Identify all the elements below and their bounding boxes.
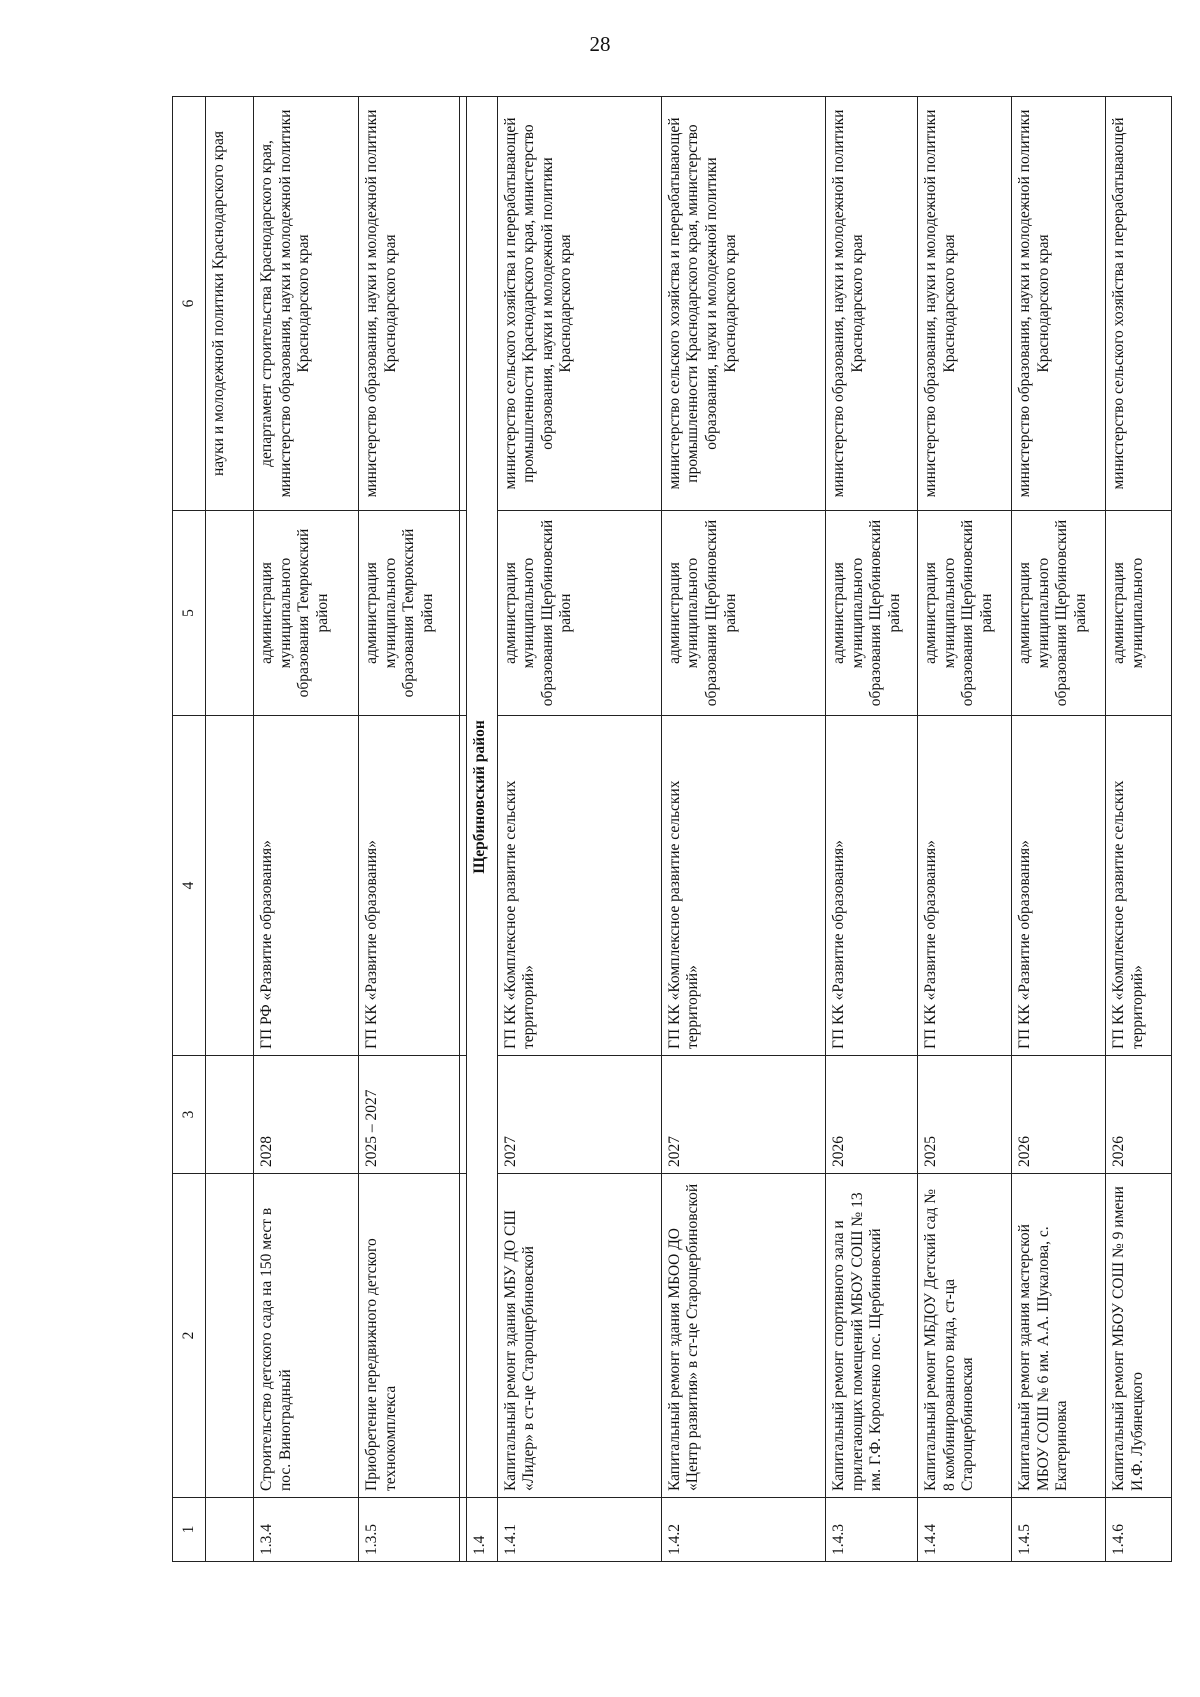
row-executor: администрация муниципального образования Щербиновский район (661, 511, 825, 716)
rotated-table-container (172, 97, 1172, 1562)
row-number: 1.4.6 (1106, 1498, 1172, 1562)
table-row (359, 97, 460, 1562)
row-coexecutor: министерство сельского хозяйства и перерабатывающей промышленности Краснодарского края, министерство образования, науки и молодежной политики Краснодарского края (497, 97, 661, 511)
col-header-2: 2 (173, 1174, 206, 1498)
row-program: ГП КК «Развитие образования» (359, 716, 460, 1056)
row-executor: администрация муниципального образования Щербиновский район (1012, 511, 1106, 716)
measures-table (172, 96, 1172, 1562)
row-executor: администрация муниципального образования Темрюкский район (253, 511, 358, 716)
row-year: 2027 (661, 1056, 825, 1174)
row-year: 2028 (253, 1056, 358, 1174)
row-coexecutor: министерство образования, науки и молодежной политики Краснодарского края (1012, 97, 1106, 511)
table-row (253, 97, 358, 1562)
row-coexecutor: департамент строительства Краснодарского края, министерство образования, науки и молодежной политики Краснодарского края (253, 97, 358, 511)
row-year: 2026 (1106, 1056, 1172, 1174)
table-row (1106, 97, 1172, 1562)
table-row (917, 97, 1011, 1562)
row-executor: администрация муниципального образования Темрюкский район (359, 511, 460, 716)
row-program: ГП КК «Комплексное развитие сельских территорий» (661, 716, 825, 1056)
row-program: ГП КК «Комплексное развитие сельских территорий» (1106, 716, 1172, 1056)
row-name: Строительство детского сада на 150 мест в пос. Виноградный (253, 1174, 358, 1498)
row-coexecutor: министерство образования, науки и молодежной политики Краснодарского края (359, 97, 460, 511)
row-number: 1.4.4 (917, 1498, 1011, 1562)
row-name: Капитальный ремонт здания МБОО ДО «Центр развития» в ст-це Старощербиновской (661, 1174, 825, 1498)
row-executor: администрация муниципального образования Щербиновский район (917, 511, 1011, 716)
section-title: Щербиновский район (467, 97, 497, 1498)
row-number: 1.4.3 (826, 1498, 918, 1562)
row-coexecutor: министерство образования, науки и молодежной политики Краснодарского края (826, 97, 918, 511)
row-executor: администрация муниципального образования Щербиновский район (497, 511, 661, 716)
row-executor: администрация муниципального образования Щербиновский район (826, 511, 918, 716)
row-name: Капитальный ремонт здания мастерской МБОУ СОШ № 6 им. А.А. Шукалова, с. Екатериновка (1012, 1174, 1106, 1498)
row-year: 2026 (826, 1056, 918, 1174)
row-coexecutor: министерство сельского хозяйства и перерабатывающей промышленности Краснодарского края, министерство образования, науки и молодежной политики Краснодарского края (661, 97, 825, 511)
col-header-4: 4 (173, 716, 206, 1056)
row-name: Капитальный ремонт МБОУ СОШ № 9 имени И.Ф. Лубянецкого (1106, 1174, 1172, 1498)
row-year: 2027 (497, 1056, 661, 1174)
header-row (173, 97, 206, 1562)
row-program: ГП КК «Комплексное развитие сельских территорий» (497, 716, 661, 1056)
table-row (661, 97, 825, 1562)
row-number: 1.3.5 (359, 1498, 460, 1562)
section-row (467, 97, 497, 1562)
row-program: ГП КК «Развитие образования» (1012, 716, 1106, 1056)
table-row (1012, 97, 1106, 1562)
table-body (173, 97, 1172, 1562)
col-header-5: 5 (173, 511, 206, 716)
row-executor: администрация муниципального (1106, 511, 1172, 716)
carry-over-row (205, 97, 253, 1562)
row-number: 1.4.2 (661, 1498, 825, 1562)
row-year: 2025 – 2027 (359, 1056, 460, 1174)
row-year: 2026 (1012, 1056, 1106, 1174)
row-program: ГП РФ «Развитие образования» (253, 716, 358, 1056)
table-row (826, 97, 918, 1562)
row-name: Капитальный ремонт здания МБУ ДО СШ «Лидер» в ст-це Старощербиновской (497, 1174, 661, 1498)
row-number: 1.4.5 (1012, 1498, 1106, 1562)
col-header-1: 1 (173, 1498, 206, 1562)
row-year: 2025 (917, 1056, 1011, 1174)
row-coexecutor: министерство образования, науки и молодежной политики Краснодарского края (917, 97, 1011, 511)
row-name: Капитальный ремонт спортивного зала и прилегающих помещений МБОУ СОШ № 13 им. Г.Ф. Короленко пос. Щербиновский (826, 1174, 918, 1498)
row-name: Приобретение передвижного детского технокомплекса (359, 1174, 460, 1498)
table-row (497, 97, 661, 1562)
col-header-6: 6 (173, 97, 206, 511)
row-number: 1.4.1 (497, 1498, 661, 1562)
row-name: Капитальный ремонт МБДОУ Детский сад № 8 комбинированного вида, ст-ца Старощербиновская (917, 1174, 1011, 1498)
row-program: ГП КК «Развитие образования» (826, 716, 918, 1056)
row-number: 1.3.4 (253, 1498, 358, 1562)
section-number: 1.4 (467, 1498, 497, 1562)
page-number: 28 (589, 32, 611, 56)
row-coexecutor: министерство сельского хозяйства и перерабатывающей (1106, 97, 1172, 511)
col-header-3: 3 (173, 1056, 206, 1174)
row-program: ГП КК «Развитие образования» (917, 716, 1011, 1056)
carry-over-coexecutor: науки и молодежной политики Краснодарского края (205, 97, 253, 511)
